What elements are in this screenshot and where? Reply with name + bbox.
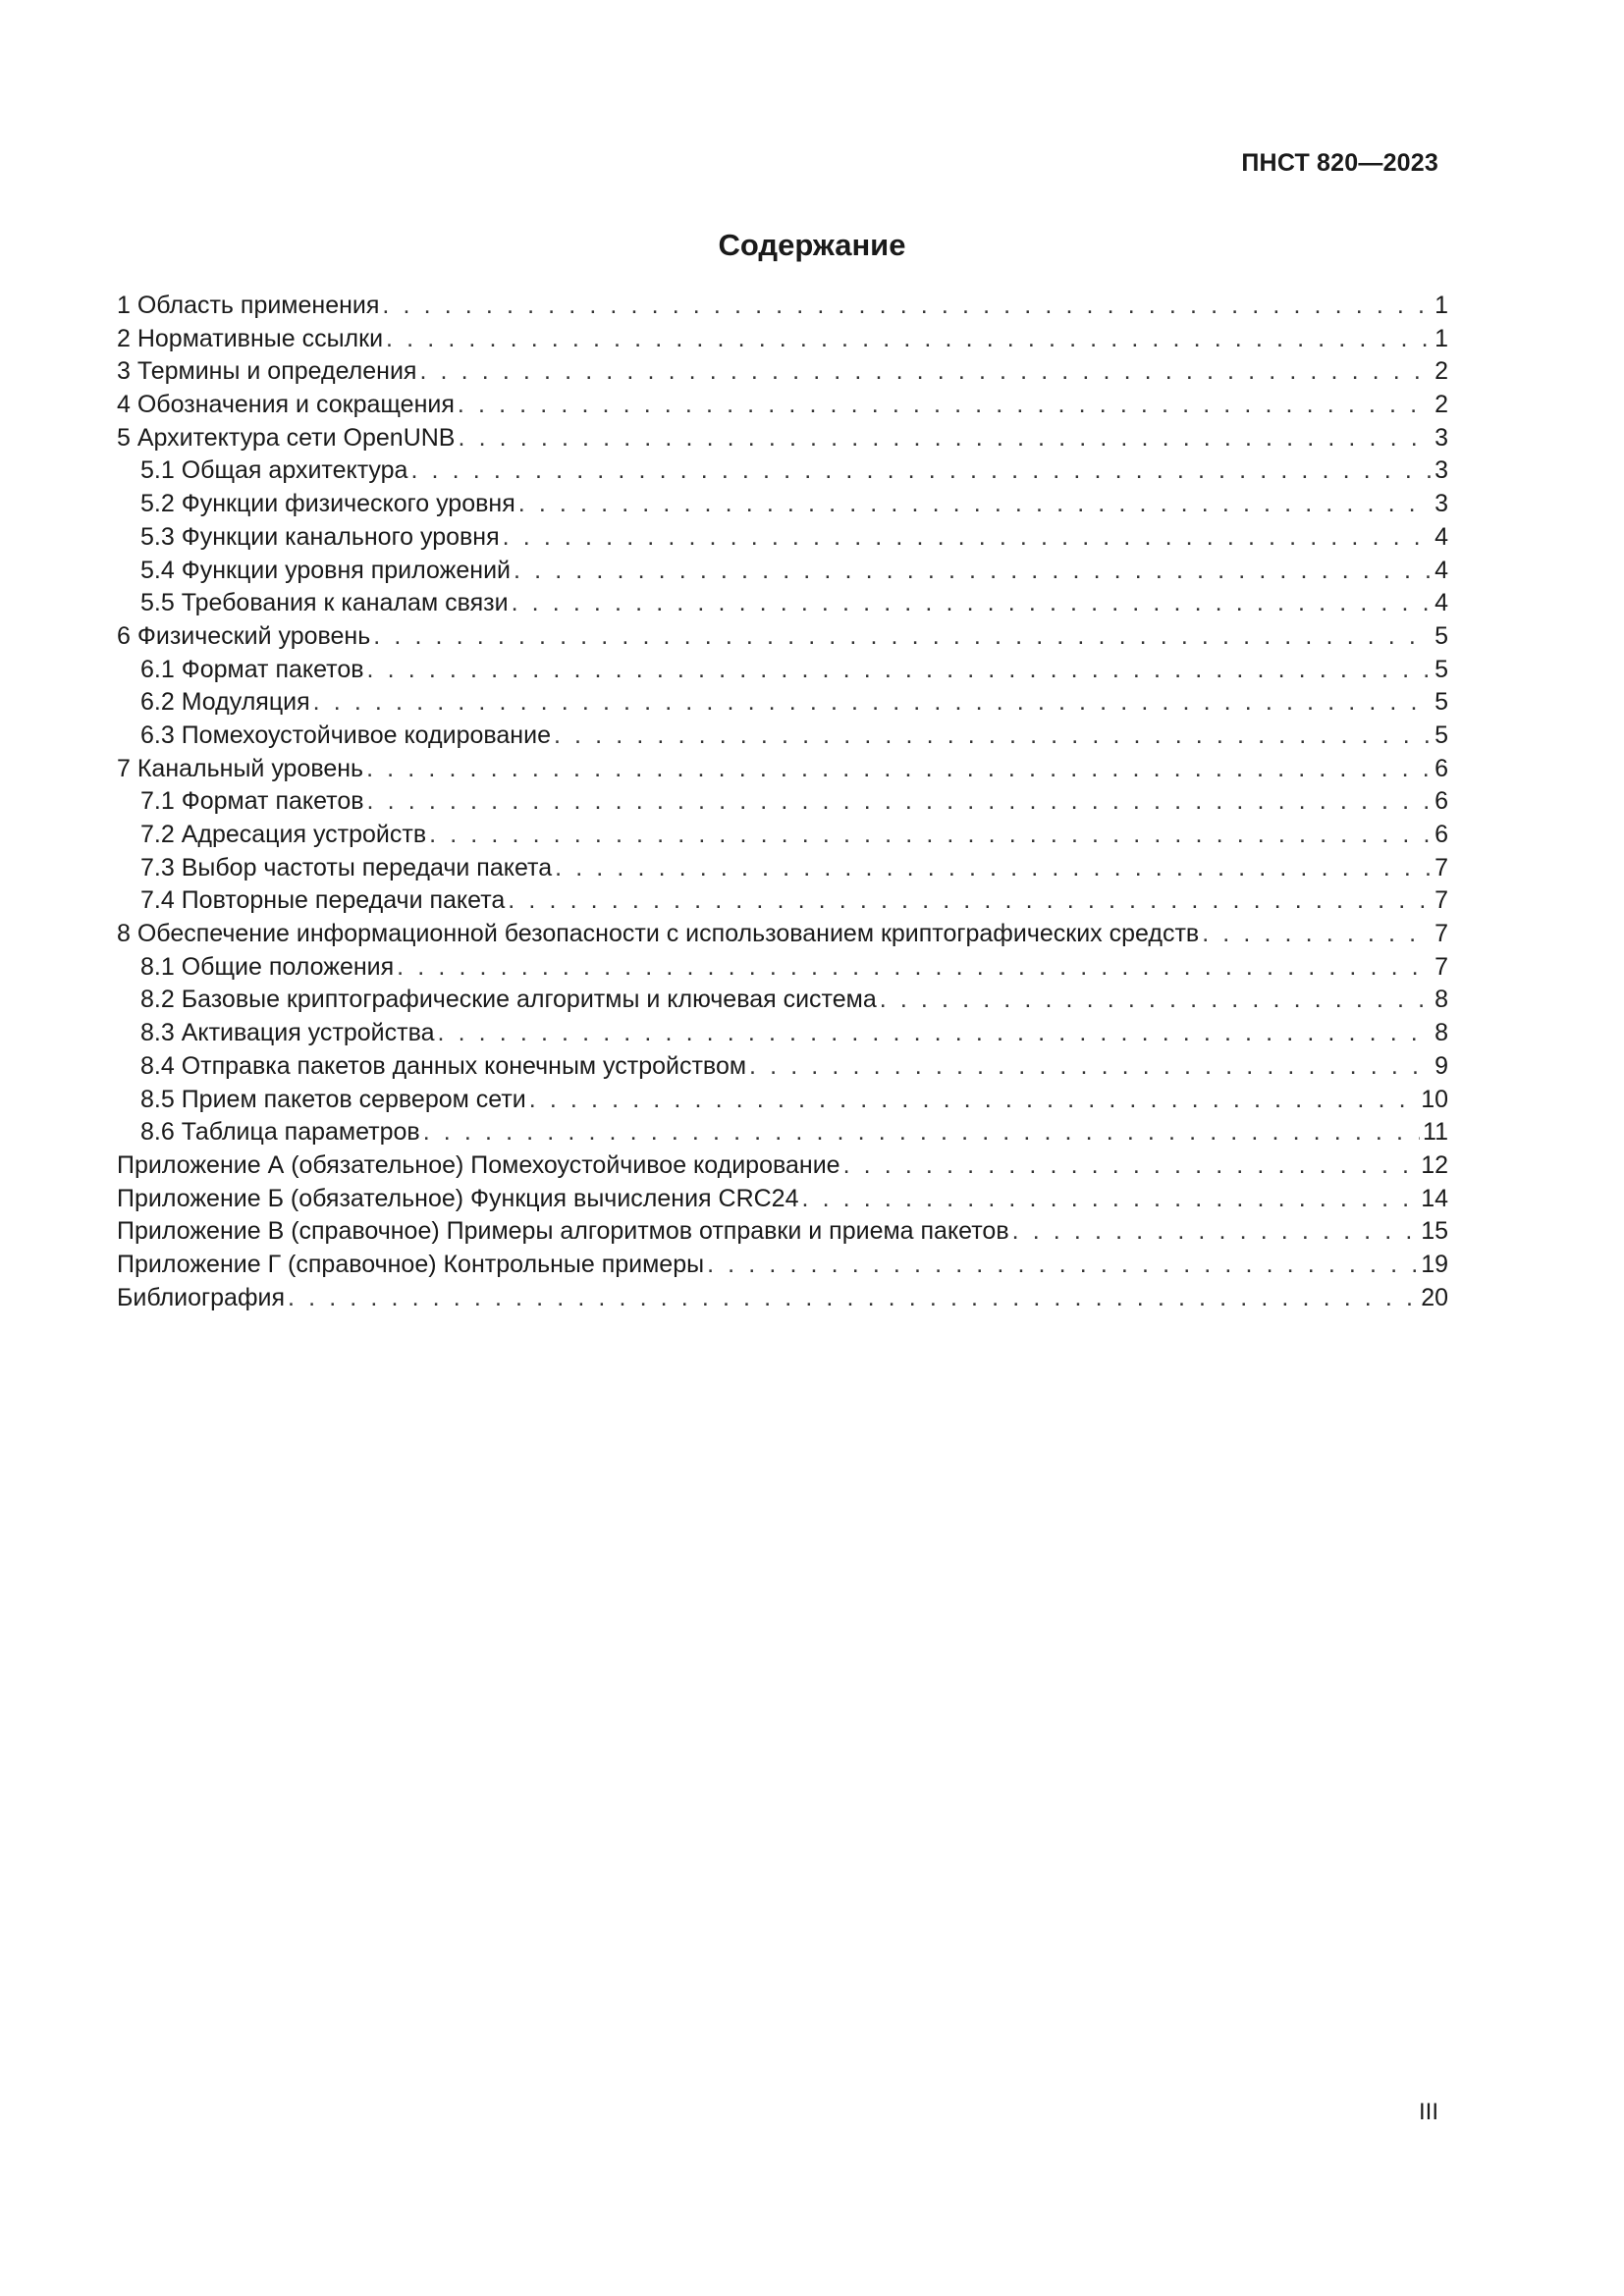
toc-entry-label: 5 Архитектура сети OpenUNB	[117, 423, 456, 452]
toc-entry-page: 9	[1435, 1051, 1448, 1080]
page-number: III	[1418, 2099, 1438, 2125]
toc-dot-leader	[367, 785, 1433, 819]
toc-entry[interactable]	[117, 389, 1448, 422]
toc-entry-label: 8.4 Отправка пакетов данных конечным устройством	[140, 1051, 747, 1080]
toc-entry[interactable]	[117, 1215, 1448, 1249]
toc-entry-page: 11	[1423, 1118, 1448, 1147]
toc-dot-leader	[397, 951, 1432, 985]
toc-entry[interactable]	[117, 620, 1448, 654]
toc-entry-label: 8.5 Прием пакетов сервером сети	[140, 1085, 526, 1113]
toc-dot-leader	[512, 587, 1433, 620]
toc-entry[interactable]	[117, 587, 1448, 620]
toc-entry-label: 7.2 Адресация устройств	[140, 821, 427, 848]
toc-entry[interactable]	[117, 323, 1448, 356]
toc-entry-page: 4	[1435, 556, 1448, 584]
toc-dot-leader	[313, 686, 1432, 720]
toc-entry-page: 12	[1421, 1150, 1448, 1179]
toc-entry-page: 3	[1435, 456, 1448, 485]
toc-dot-leader	[382, 290, 1432, 323]
toc-entry[interactable]	[117, 1050, 1448, 1084]
toc-entry-label: 8.1 Общие положения	[140, 952, 395, 981]
toc-entry[interactable]	[117, 852, 1448, 885]
toc-dot-leader	[419, 355, 1432, 389]
toc-dot-leader	[410, 454, 1432, 488]
toc-dot-leader	[508, 884, 1432, 918]
toc-entry-label: 6 Физический уровень	[117, 621, 371, 650]
toc-entry[interactable]	[117, 422, 1448, 455]
toc-dot-leader	[514, 555, 1432, 588]
toc-entry-page: 3	[1435, 423, 1448, 452]
toc-entry[interactable]	[117, 1282, 1448, 1315]
toc-entry[interactable]	[117, 1116, 1448, 1149]
toc-dot-leader	[386, 323, 1432, 356]
toc-entry[interactable]	[117, 521, 1448, 555]
toc-entry-label: 6.3 Помехоустойчивое кодирование	[140, 721, 551, 749]
toc-entry-page: 1	[1435, 324, 1448, 352]
toc-entry[interactable]	[117, 555, 1448, 588]
toc-entry-label: 8.6 Таблица параметров	[140, 1118, 420, 1147]
toc-entry[interactable]	[117, 1183, 1448, 1216]
toc-entry-label: Приложение А (обязательное) Помехоустойчивое кодирование	[117, 1150, 840, 1179]
toc-entry[interactable]	[117, 1017, 1448, 1050]
toc-entry-page: 3	[1435, 490, 1448, 518]
toc-entry[interactable]	[117, 720, 1448, 753]
toc-entry-label: 7.4 Повторные передачи пакета	[140, 886, 506, 915]
toc-entry-page: 8	[1435, 986, 1448, 1014]
toc-entry[interactable]	[117, 785, 1448, 819]
toc-dot-leader	[503, 521, 1432, 555]
toc-entry-label: 4 Обозначения и сокращения	[117, 391, 455, 419]
toc-dot-leader	[288, 1282, 1418, 1315]
table-of-contents	[117, 290, 1448, 1314]
toc-entry[interactable]	[117, 454, 1448, 488]
toc-entry-label: 8 Обеспечение информационной безопасности с использованием криптографических средств	[117, 920, 1200, 948]
toc-dot-leader	[843, 1149, 1419, 1183]
toc-entry-page: 14	[1421, 1184, 1448, 1212]
toc-entry-page: 4	[1435, 589, 1448, 617]
toc-entry[interactable]	[117, 819, 1448, 852]
toc-entry-label: Приложение В (справочное) Примеры алгоритмов отправки и приема пакетов	[117, 1217, 1009, 1246]
toc-entry-label: 5.1 Общая архитектура	[140, 456, 408, 485]
toc-entry-page: 8	[1435, 1019, 1448, 1047]
toc-entry-label: 6.2 Модуляция	[140, 688, 310, 717]
toc-entry-label: 5.4 Функции уровня приложений	[140, 556, 512, 584]
toc-entry-page: 15	[1421, 1217, 1448, 1246]
toc-dot-leader	[429, 819, 1432, 852]
toc-entry[interactable]	[117, 918, 1448, 951]
toc-dot-leader	[554, 720, 1432, 753]
toc-entry-page: 20	[1421, 1283, 1448, 1311]
toc-entry[interactable]	[117, 654, 1448, 687]
toc-dot-leader	[1202, 918, 1432, 951]
toc-entry-page: 1	[1435, 292, 1448, 319]
toc-entry-page: 5	[1435, 721, 1448, 749]
toc-dot-leader	[367, 654, 1433, 687]
toc-entry-label: 7.1 Формат пакетов	[140, 787, 364, 816]
toc-entry[interactable]	[117, 488, 1448, 521]
toc-entry[interactable]	[117, 1084, 1448, 1117]
toc-dot-leader	[423, 1116, 1420, 1149]
toc-entry-page: 7	[1435, 920, 1448, 948]
toc-entry-page: 6	[1435, 787, 1448, 816]
toc-dot-leader	[458, 389, 1432, 422]
page-title: Содержание	[718, 228, 906, 262]
toc-dot-leader	[707, 1249, 1418, 1282]
toc-dot-leader	[437, 1017, 1432, 1050]
toc-dot-leader	[880, 984, 1432, 1017]
toc-dot-leader	[373, 620, 1432, 654]
toc-entry-page: 7	[1435, 886, 1448, 915]
toc-entry[interactable]	[117, 1249, 1448, 1282]
toc-entry-label: 1 Область применения	[117, 292, 380, 319]
toc-entry-label: 5.5 Требования к каналам связи	[140, 589, 509, 617]
toc-entry-page: 5	[1435, 688, 1448, 717]
toc-dot-leader	[749, 1050, 1432, 1084]
toc-entry[interactable]	[117, 984, 1448, 1017]
toc-dot-leader	[1012, 1215, 1419, 1249]
toc-entry-page: 5	[1435, 655, 1448, 683]
toc-dot-leader	[518, 488, 1432, 521]
toc-dot-leader	[458, 422, 1432, 455]
toc-entry-page: 2	[1435, 391, 1448, 419]
toc-entry-page: 7	[1435, 853, 1448, 881]
toc-entry-page: 6	[1435, 821, 1448, 848]
document-code: ПНСТ 820—2023	[1241, 149, 1438, 177]
toc-entry-label: 7.3 Выбор частоты передачи пакета	[140, 853, 553, 881]
toc-dot-leader	[802, 1183, 1419, 1216]
toc-entry[interactable]	[117, 753, 1448, 786]
toc-entry-label: 2 Нормативные ссылки	[117, 324, 384, 352]
toc-entry-page: 10	[1421, 1085, 1448, 1113]
toc-entry-label: Приложение Г (справочное) Контрольные примеры	[117, 1250, 705, 1278]
toc-entry-page: 7	[1435, 952, 1448, 981]
toc-dot-leader	[555, 852, 1432, 885]
toc-entry-label: 5.3 Функции канального уровня	[140, 522, 500, 551]
toc-dot-leader	[366, 753, 1432, 786]
toc-entry-page: 6	[1435, 754, 1448, 782]
toc-entry-label: 8.3 Активация устройства	[140, 1019, 435, 1047]
toc-entry[interactable]	[117, 355, 1448, 389]
toc-entry-page: 2	[1435, 357, 1448, 386]
toc-entry[interactable]	[117, 884, 1448, 918]
toc-entry[interactable]	[117, 686, 1448, 720]
toc-entry-label: 6.1 Формат пакетов	[140, 655, 364, 683]
toc-entry[interactable]	[117, 290, 1448, 323]
toc-entry-label: 5.2 Функции физического уровня	[140, 490, 515, 518]
toc-entry-label: Библиография	[117, 1283, 286, 1311]
toc-entry-page: 4	[1435, 522, 1448, 551]
toc-entry-label: 7 Канальный уровень	[117, 754, 364, 782]
toc-entry-label: Приложение Б (обязательное) Функция вычисления CRC24	[117, 1184, 799, 1212]
toc-entry[interactable]	[117, 951, 1448, 985]
toc-entry-label: 8.2 Базовые криптографические алгоритмы и ключевая система	[140, 986, 877, 1014]
toc-entry-page: 19	[1421, 1250, 1448, 1278]
toc-entry-label: 3 Термины и определения	[117, 357, 417, 386]
toc-entry[interactable]	[117, 1149, 1448, 1183]
toc-dot-leader	[529, 1084, 1418, 1117]
toc-entry-page: 5	[1435, 621, 1448, 650]
